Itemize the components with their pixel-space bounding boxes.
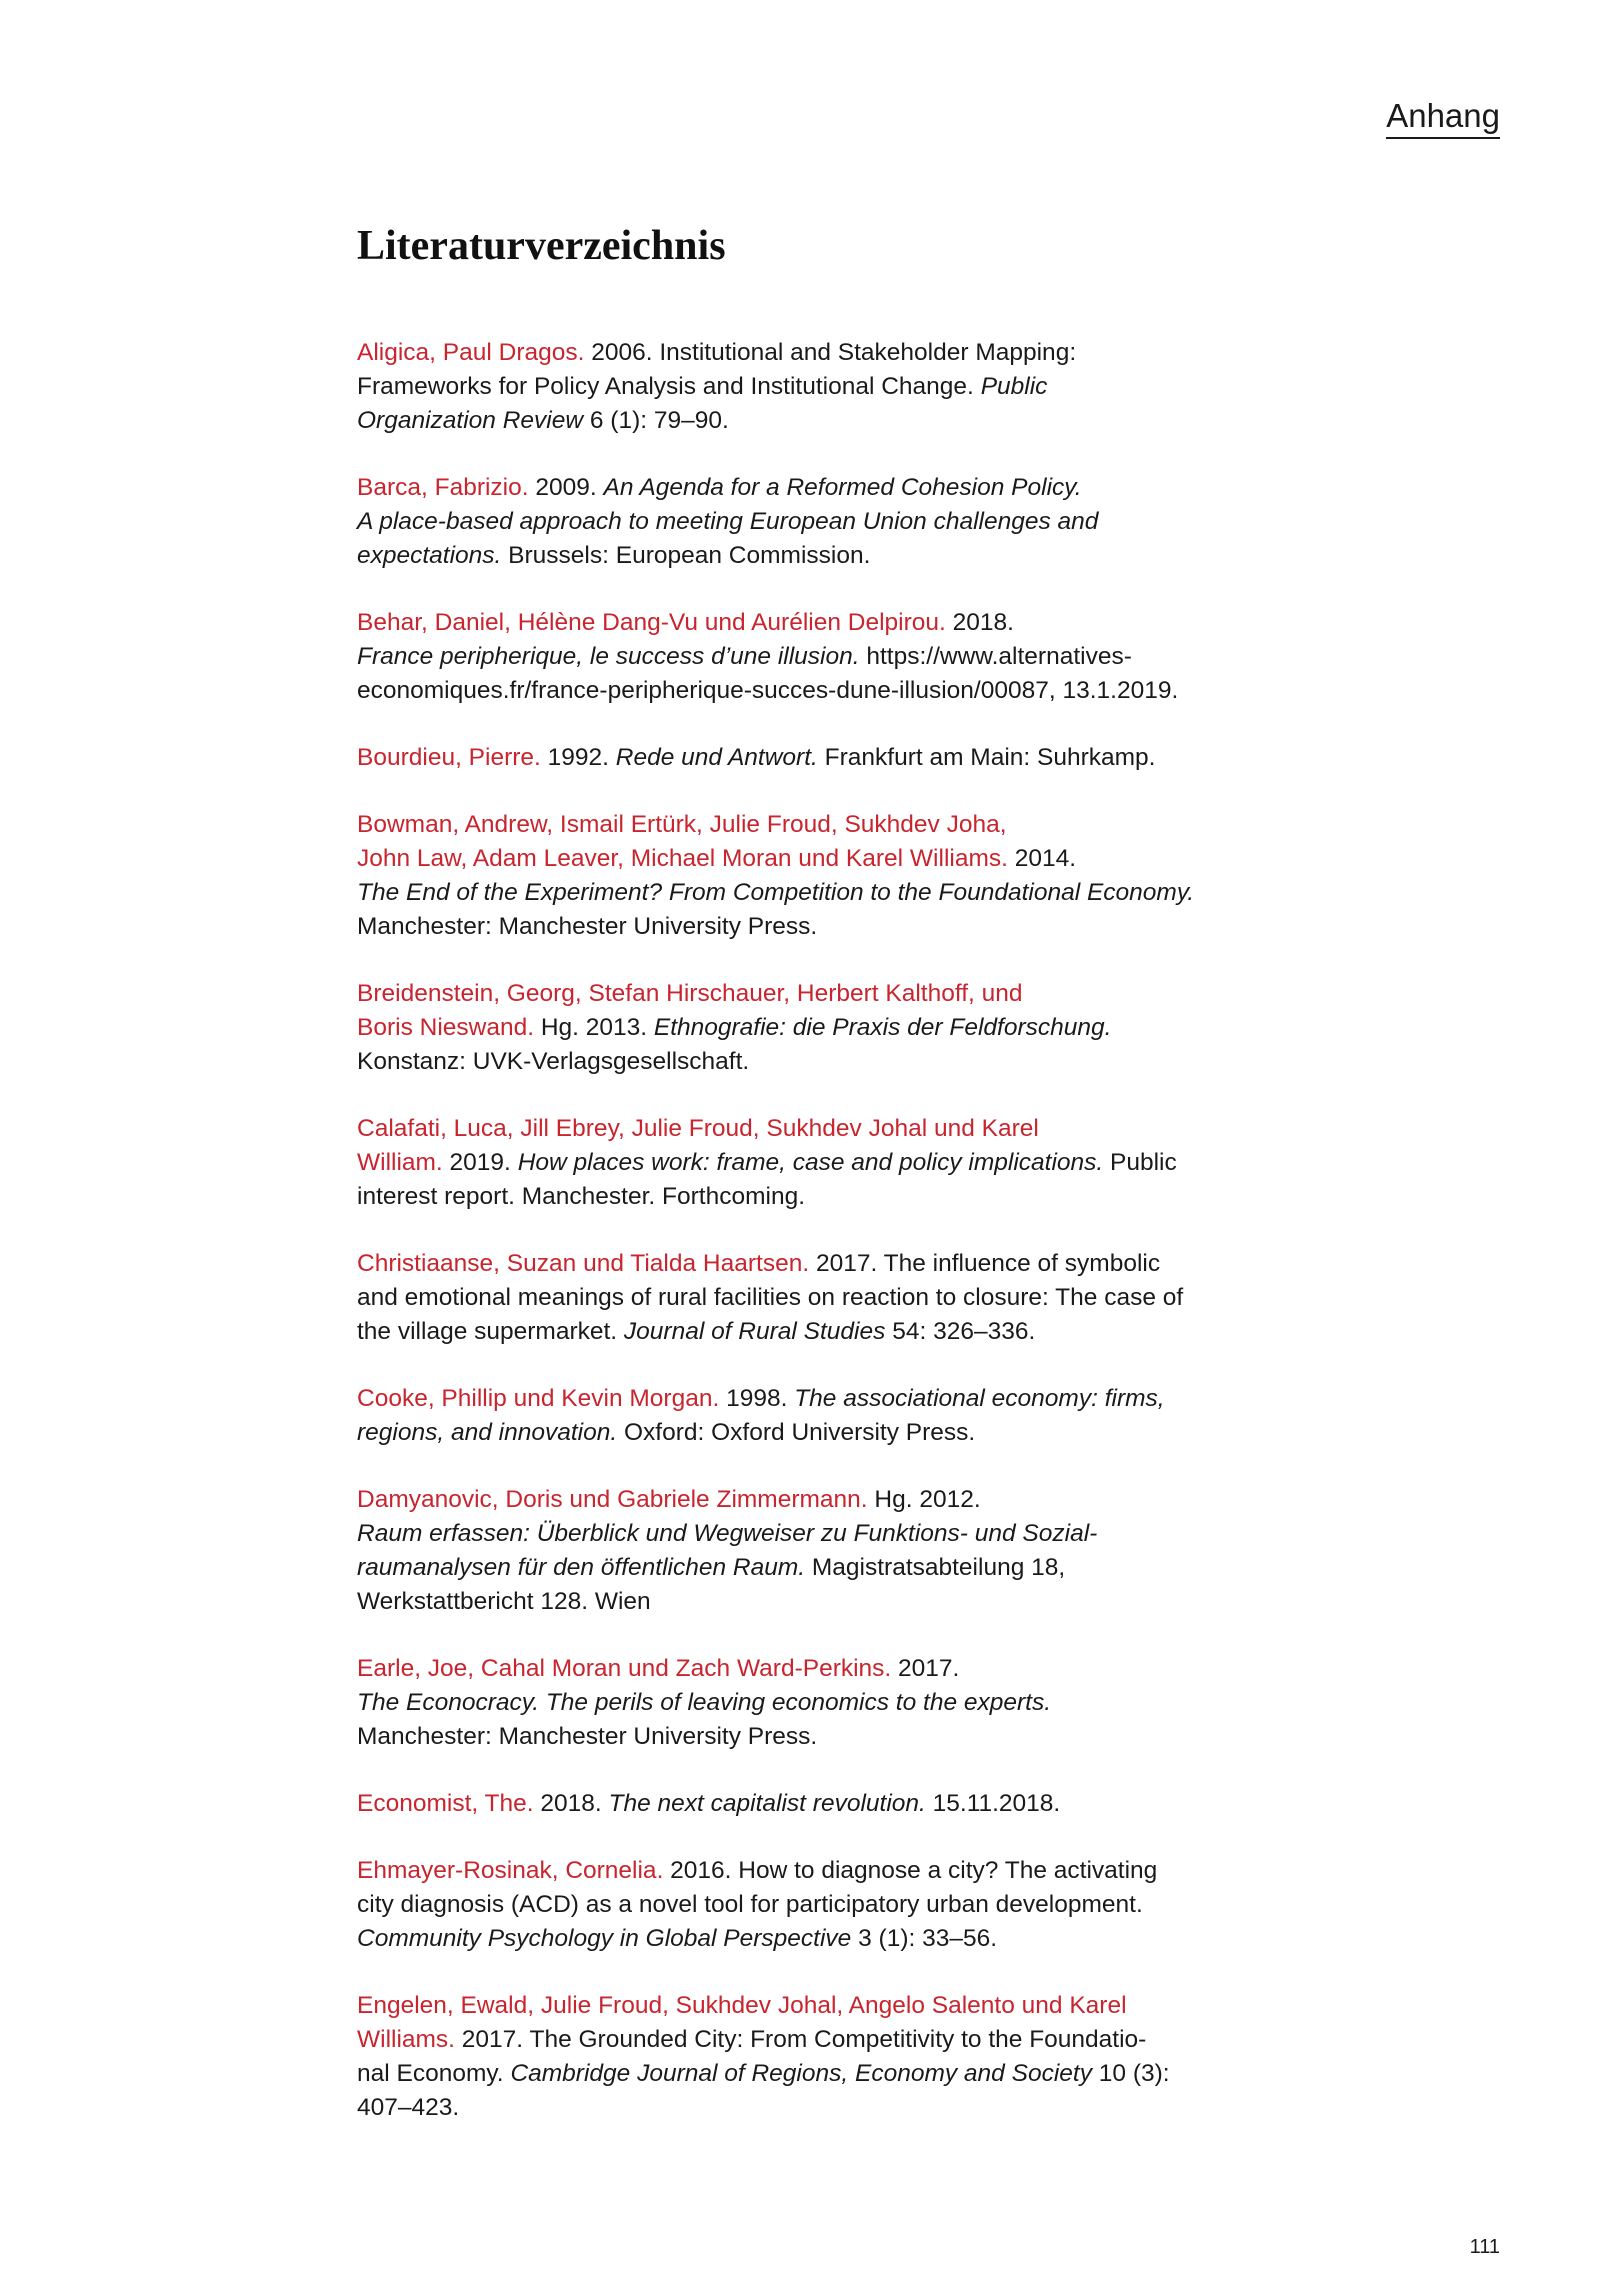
reference-entry xyxy=(357,471,1237,573)
reference-text: 6 (1): 79–90. xyxy=(583,407,729,434)
reference-title: Cambridge Journal of Regions, Economy and Society xyxy=(510,2060,1092,2087)
reference-text: Brussels: European Commission. xyxy=(501,542,871,569)
section-label: Anhang xyxy=(1386,98,1500,139)
reference-title: France peripherique, le success d’une illusion. xyxy=(357,643,860,670)
reference-text: Oxford: Oxford University Press. xyxy=(617,1419,976,1446)
reference-text: interest report. Manchester. Forthcoming. xyxy=(357,1183,805,1210)
reference-text: 2017. The influence of symbolic xyxy=(809,1250,1161,1277)
reference-text: city diagnosis (ACD) as a novel tool for participatory urban development. xyxy=(357,1891,1143,1918)
reference-text: Magistratsabteilung 18, xyxy=(805,1554,1066,1581)
reference-text: 3 (1): 33–56. xyxy=(851,1925,998,1952)
reference-text: Konstanz: UVK-Verlagsgesellschaft. xyxy=(357,1048,750,1075)
reference-entry xyxy=(357,1787,1237,1821)
reference-author: Aligica, Paul Dragos. xyxy=(357,339,585,366)
reference-text: Hg. 2013. xyxy=(534,1014,654,1041)
reference-text: 2006. Institutional and Stakeholder Mapping: xyxy=(584,339,1077,366)
reference-entry xyxy=(357,1382,1237,1450)
reference-text: economiques.fr/france-peripherique-succes-dune-illusion/00087, 13.1.2019. xyxy=(357,677,1179,704)
reference-title: Organization Review xyxy=(357,407,584,434)
reference-text: 1998. xyxy=(719,1385,795,1412)
reference-entry xyxy=(357,1989,1237,2125)
reference-text: and emotional meanings of rural facilities on reaction to closure: The case of xyxy=(357,1284,1184,1311)
reference-text: 1992. xyxy=(540,744,616,771)
reference-title: The Econocracy. The perils of leaving economics to the experts. xyxy=(357,1689,1052,1716)
reference-text: https://www.alternatives- xyxy=(859,643,1132,670)
reference-entry xyxy=(357,336,1237,438)
reference-title: Ethnografie: die Praxis der Feldforschung. xyxy=(653,1014,1112,1041)
reference-text: Werkstattbericht 128. Wien xyxy=(357,1588,651,1615)
reference-author: Calafati, Luca, Jill Ebrey, Julie Froud, Sukhdev Johal und Karel xyxy=(357,1115,1039,1142)
reference-author: Behar, Daniel, Hélène Dang-Vu und Aurélien Delpirou. xyxy=(357,609,946,636)
reference-title: The next capitalist revolution. xyxy=(608,1790,926,1817)
reference-entry xyxy=(357,741,1237,775)
reference-entry xyxy=(357,1483,1237,1619)
reference-text: Frameworks for Policy Analysis and Institutional Change. xyxy=(357,373,981,400)
reference-title: Community Psychology in Global Perspective xyxy=(357,1925,852,1952)
page-number: 111 xyxy=(1469,2236,1500,2258)
reference-title: expectations. xyxy=(357,542,502,569)
reference-title: An Agenda for a Reformed Cohesion Policy. xyxy=(603,474,1082,501)
reference-title: The End of the Experiment? From Competition to the Foundational Economy. xyxy=(357,879,1195,906)
reference-text: 2017. xyxy=(891,1655,960,1682)
reference-text: 2017. The Grounded City: From Competitivity to the Foundatio- xyxy=(455,2026,1147,2053)
reference-title: Journal of Rural Studies xyxy=(623,1318,886,1345)
reference-title: Rede und Antwort. xyxy=(615,744,818,771)
reference-text: Hg. 2012. xyxy=(867,1486,981,1513)
reference-text: 2018. xyxy=(945,609,1014,636)
reference-title: How places work: frame, case and policy implications. xyxy=(517,1149,1104,1176)
reference-author: Christiaanse, Suzan und Tialda Haartsen. xyxy=(357,1250,810,1277)
reference-author: Ehmayer-Rosinak, Cornelia. xyxy=(357,1857,664,1884)
reference-text: the village supermarket. xyxy=(357,1318,624,1345)
page-title: Literaturverzeichnis xyxy=(357,223,726,269)
reference-title: Public xyxy=(980,373,1048,400)
reference-author: John Law, Adam Leaver, Michael Moran und Karel Williams. xyxy=(357,845,1008,872)
reference-author: Williams. xyxy=(357,2026,455,2053)
reference-text: 2019. xyxy=(442,1149,518,1176)
reference-entry xyxy=(357,1652,1237,1754)
reference-author: Damyanovic, Doris und Gabriele Zimmermann. xyxy=(357,1486,868,1513)
reference-author: Breidenstein, Georg, Stefan Hirschauer, Herbert Kalthoff, und xyxy=(357,980,1023,1007)
reference-entry xyxy=(357,606,1237,708)
reference-author: Economist, The. xyxy=(357,1790,534,1817)
reference-text: Frankfurt am Main: Suhrkamp. xyxy=(817,744,1156,771)
reference-text: nal Economy. xyxy=(357,2060,511,2087)
reference-author: William. xyxy=(357,1149,443,1176)
reference-text: 2014. xyxy=(1007,845,1077,872)
reference-title: raumanalysen für den öffentlichen Raum. xyxy=(357,1554,806,1581)
reference-author: Engelen, Ewald, Julie Froud, Sukhdev Johal, Angelo Salento und Karel xyxy=(357,1992,1127,2019)
reference-author: Barca, Fabrizio. xyxy=(357,474,529,501)
reference-author: Earle, Joe, Cahal Moran und Zach Ward-Perkins. xyxy=(357,1655,892,1682)
reference-title: Raum erfassen: Überblick und Wegweiser zu Funktions- und Sozial- xyxy=(357,1520,1098,1547)
reference-title: The associational economy: firms, xyxy=(794,1385,1165,1412)
reference-text: 10 (3): xyxy=(1091,2060,1170,2087)
reference-entry xyxy=(357,1247,1237,1349)
reference-text: 54: 326–336. xyxy=(885,1318,1036,1345)
reference-text: Public xyxy=(1103,1149,1177,1176)
reference-list xyxy=(357,336,1237,2158)
reference-text: 2016. How to diagnose a city? The activating xyxy=(663,1857,1158,1884)
reference-text: 2009. xyxy=(528,474,604,501)
reference-text: Manchester: Manchester University Press. xyxy=(357,1723,818,1750)
reference-text: 15.11.2018. xyxy=(925,1790,1061,1817)
reference-text: 407–423. xyxy=(357,2094,460,2121)
reference-entry xyxy=(357,808,1237,944)
reference-entry xyxy=(357,1854,1237,1956)
reference-author: Boris Nieswand. xyxy=(357,1014,535,1041)
reference-author: Bourdieu, Pierre. xyxy=(357,744,541,771)
reference-title: regions, and innovation. xyxy=(357,1419,618,1446)
reference-text: Manchester: Manchester University Press. xyxy=(357,913,818,940)
reference-title: A place-based approach to meeting European Union challenges and xyxy=(357,508,1099,535)
reference-entry xyxy=(357,977,1237,1079)
reference-author: Bowman, Andrew, Ismail Ertürk, Julie Froud, Sukhdev Joha, xyxy=(357,811,1007,838)
reference-text: 2018. xyxy=(533,1790,609,1817)
reference-entry xyxy=(357,1112,1237,1214)
reference-author: Cooke, Phillip und Kevin Morgan. xyxy=(357,1385,720,1412)
